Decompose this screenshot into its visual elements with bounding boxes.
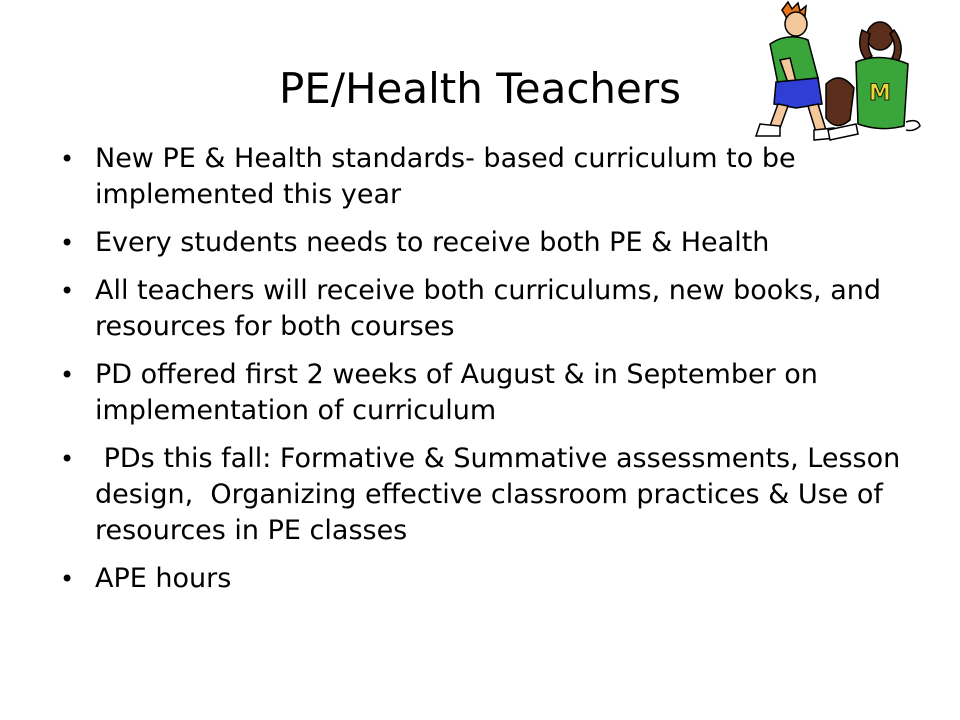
bullet-text: APE hours bbox=[95, 563, 232, 594]
bullet-text: PD offered first 2 weeks of August & in September on implementation of curriculum bbox=[95, 359, 818, 426]
list-item bbox=[60, 225, 910, 261]
list-item bbox=[60, 441, 910, 549]
bullet-marker: • bbox=[60, 145, 75, 173]
bullet-marker: • bbox=[60, 565, 75, 593]
bullet-marker: • bbox=[60, 277, 75, 305]
bullet-marker: • bbox=[60, 361, 75, 389]
bullet-text: PDs this fall: Formative & Summative assessments, Lesson design, Organizing effective classroom practices & Use of resources in PE classes bbox=[95, 443, 909, 546]
list-item bbox=[60, 357, 910, 429]
bullet-text: Every students needs to receive both PE & Health bbox=[95, 227, 770, 258]
list-item bbox=[60, 561, 910, 597]
bullet-text: All teachers will receive both curriculums, new books, and resources for both courses bbox=[95, 275, 881, 342]
list-item bbox=[60, 141, 910, 213]
bullet-list bbox=[60, 141, 910, 609]
two-students-exercising-icon bbox=[730, 0, 925, 150]
bullet-text: New PE & Health standards- based curriculum to be implemented this year bbox=[95, 143, 796, 210]
bullet-marker: • bbox=[60, 229, 75, 257]
slide-title: PE/Health Teachers bbox=[278, 64, 682, 113]
shirt-letter: M bbox=[869, 81, 891, 106]
bullet-marker: • bbox=[60, 445, 75, 473]
list-item bbox=[60, 273, 910, 345]
